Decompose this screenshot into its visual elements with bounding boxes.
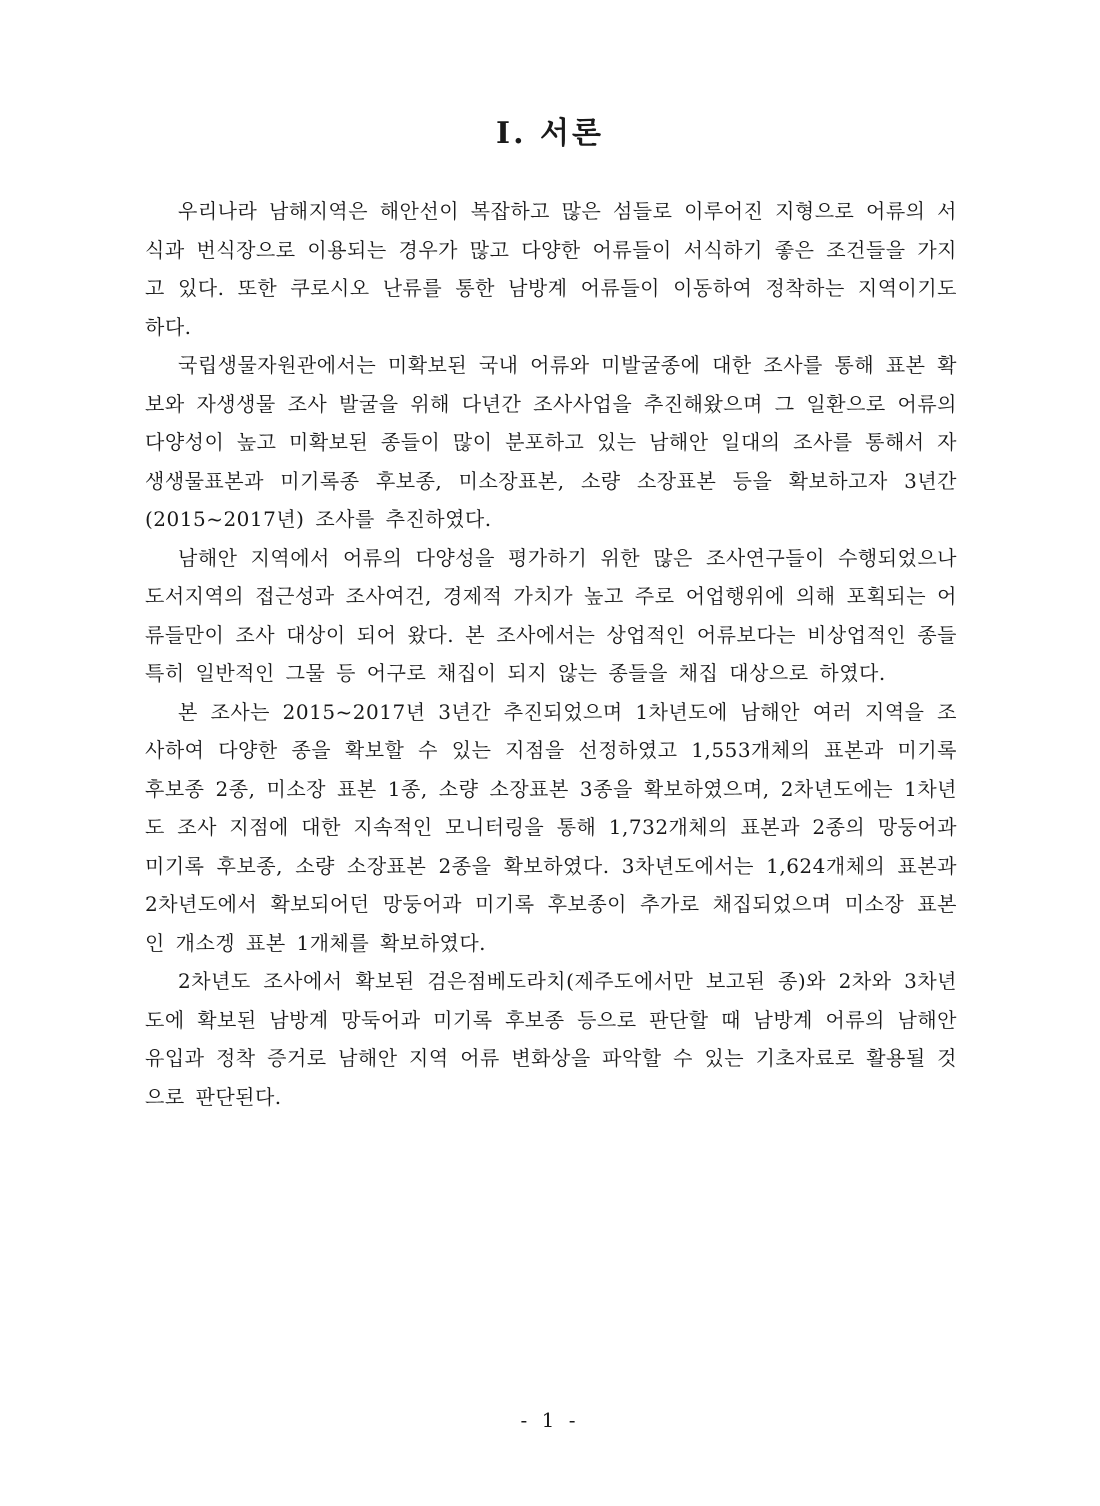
- body-text: [145, 192, 957, 1116]
- paragraph-5: 2차년도 조사에서 확보된 검은점베도라치(제주도에서만 보고된 종)와 2차와 3차년도에 확보된 남방계 망둑어과 미기록 후보종 등으로 판단할 때 남방계 어류의 남해안 유입과 정착 증거로 남해안 지역 어류 변화상을 파악할 수 있는 기초자료로 활용될 것으로 판단된다.: [145, 969, 957, 1109]
- page-number: - 1 -: [520, 1408, 580, 1432]
- paragraph-2: 국립생물자원관에서는 미확보된 국내 어류와 미발굴종에 대한 조사를 통해 표본 확보와 자생생물 조사 발굴을 위해 다년간 조사사업을 추진해왔으며 그 일환으로 어류의 다양성이 높고 미확보된 종들이 많이 분포하고 있는 남해안 일대의 조사를 통해서 자생생물표본과 미기록종 후보종, 미소장표본, 소량 소장표본 등을 확보하고자 3년간(2015~2017년) 조사를 추진하였다.: [145, 353, 957, 531]
- paragraph-1: 우리나라 남해지역은 해안선이 복잡하고 많은 섬들로 이루어진 지형으로 어류의 서식과 번식장으로 이용되는 경우가 많고 다양한 어류들이 서식하기 좋은 조건들을 가지고 있다. 또한 쿠로시오 난류를 통한 남방계 어류들이 이동하여 정착하는 지역이기도 하다.: [145, 199, 957, 339]
- paragraph-4: 본 조사는 2015~2017년 3년간 추진되었으며 1차년도에 남해안 여러 지역을 조사하여 다양한 종을 확보할 수 있는 지점을 선정하였고 1,553개체의 표본과 미기록 후보종 2종, 미소장 표본 1종, 소량 소장표본 3종을 확보하였으며, 2차년도에는 1차년도 조사 지점에 대한 지속적인 모니터링을 통해 1,732개체의 표본과 2종의 망둥어과 미기록 후보종, 소량 소장표본 2종을 확보하였다. 3차년도에서는 1,624개체의 표본과 2차년도에서 확보되어던 망둥어과 미기록 후보종이 추가로 채집되었으며 미소장 표본인 개소겡 표본 1개체를 확보하였다.: [145, 699, 957, 955]
- section-title: I. 서론: [496, 116, 604, 151]
- paragraph-3: 남해안 지역에서 어류의 다양성을 평가하기 위한 많은 조사연구들이 수행되었으나 도서지역의 접근성과 조사여건, 경제적 가치가 높고 주로 어업행위에 의해 포획되는 어류들만이 조사 대상이 되어 왔다. 본 조사에서는 상업적인 어류보다는 비상업적인 종들 특히 일반적인 그물 등 어구로 채집이 되지 않는 종들을 채집 대상으로 하였다.: [145, 545, 957, 685]
